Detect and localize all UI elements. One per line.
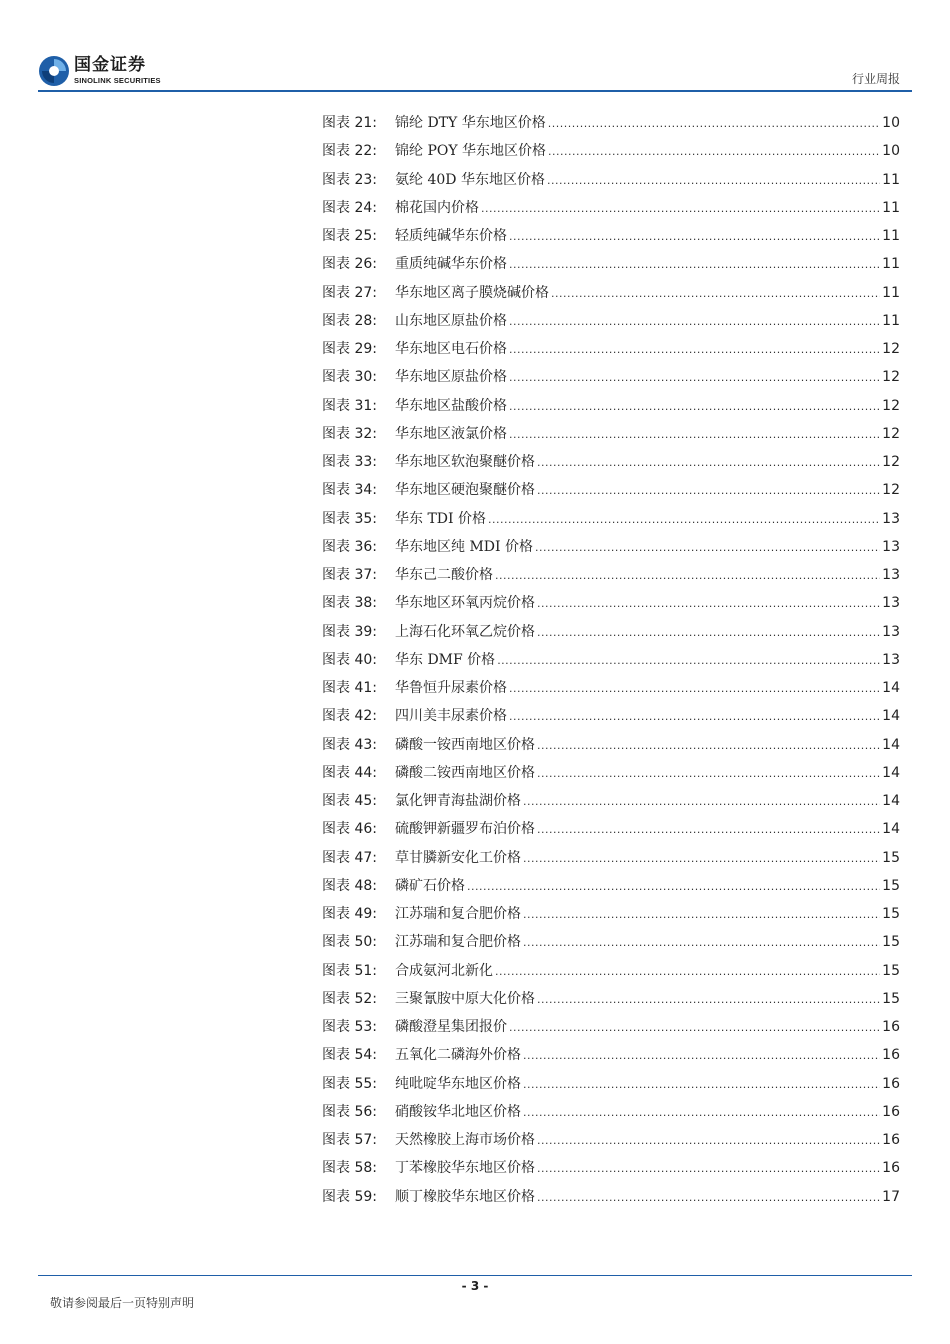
- toc-figure-title: 磷酸一铵西南地区价格: [395, 736, 535, 753]
- toc-figure-label: 图表 52:: [322, 990, 377, 1007]
- toc-figure-title: 合成氨河北新化: [395, 962, 493, 979]
- toc-figure-label: 图表 34:: [322, 482, 377, 499]
- logo-chinese-name: 国金证券: [74, 55, 146, 76]
- toc-dot-leader: [537, 484, 880, 497]
- toc-page-number: 12: [882, 454, 900, 470]
- toc-dot-leader: [537, 1162, 880, 1175]
- toc-figure-label: 图表 26:: [322, 256, 377, 273]
- toc-figure-title: 重质纯碱华东价格: [395, 256, 507, 273]
- toc-figure-title: 纯吡啶华东地区价格: [395, 1075, 521, 1092]
- toc-dot-leader: [547, 174, 880, 187]
- toc-page-number: 10: [882, 115, 900, 131]
- toc-figure-title: 华东地区电石价格: [395, 341, 507, 357]
- toc-figure-title: 锦纶 POY 华东地区价格: [395, 143, 547, 160]
- toc-entry[interactable]: [322, 395, 900, 423]
- toc-page-number: 13: [882, 510, 900, 527]
- toc-figure-label: 图表 42:: [322, 708, 377, 725]
- toc-entry[interactable]: [322, 1073, 900, 1101]
- toc-page-number: 12: [882, 425, 900, 442]
- toc-entry[interactable]: [322, 282, 900, 310]
- toc-dot-leader: [537, 739, 880, 752]
- toc-dot-leader: [467, 880, 880, 893]
- toc-figure-title: 华东地区纯 MDI 价格: [395, 538, 533, 555]
- toc-page-number: 13: [882, 651, 900, 668]
- toc-figure-title: 华鲁恒升尿素价格: [395, 680, 507, 696]
- toc-dot-leader: [551, 287, 880, 300]
- toc-figure-title: 三聚氰胺中原大化价格: [395, 990, 535, 1007]
- toc-figure-label: 图表 35:: [322, 510, 377, 527]
- company-logo: [38, 54, 161, 88]
- toc-dot-leader: [488, 513, 880, 526]
- toc-figure-label: 图表 41:: [322, 680, 377, 696]
- toc-entry[interactable]: [322, 225, 900, 253]
- toc-figure-title: 华东地区软泡聚醚价格: [395, 454, 535, 470]
- toc-figure-label: 图表 37:: [322, 567, 377, 583]
- toc-page-number: 16: [882, 1047, 900, 1064]
- toc-dot-leader: [509, 1021, 880, 1034]
- toc-dot-leader: [537, 1191, 880, 1204]
- toc-figure-label: 图表 32:: [322, 425, 377, 442]
- toc-figure-label: 图表 40:: [322, 651, 377, 668]
- toc-figure-label: 图表 56:: [322, 1103, 377, 1120]
- toc-page-number: 14: [882, 764, 900, 781]
- toc-dot-leader: [509, 400, 880, 413]
- toc-page-number: 14: [882, 680, 900, 696]
- toc-dot-leader: [537, 1134, 880, 1147]
- disclaimer-note: 敬请参阅最后一页特别声明: [50, 1296, 195, 1310]
- toc-dot-leader: [509, 682, 880, 695]
- toc-figure-label: 图表 59:: [322, 1188, 377, 1205]
- toc-figure-label: 图表 28:: [322, 312, 377, 329]
- toc-figure-title: 氯化钾青海盐湖价格: [395, 793, 521, 809]
- toc-figure-title: 江苏瑞和复合肥价格: [395, 906, 521, 922]
- toc-figure-title: 华东地区环氧丙烷价格: [395, 595, 535, 612]
- toc-figure-title: 四川美丰尿素价格: [395, 708, 507, 725]
- toc-figure-label: 图表 45:: [322, 793, 377, 809]
- toc-dot-leader: [509, 428, 880, 441]
- toc-page-number: 15: [882, 962, 900, 979]
- toc-figure-label: 图表 27:: [322, 284, 377, 301]
- toc-dot-leader: [537, 626, 880, 639]
- toc-entry[interactable]: [322, 140, 900, 168]
- toc-entry[interactable]: [322, 451, 900, 479]
- toc-figure-label: 图表 23:: [322, 171, 377, 188]
- toc-dot-leader: [523, 795, 880, 808]
- toc-page-number: 11: [882, 256, 900, 273]
- toc-figure-title: 氨纶 40D 华东地区价格: [395, 171, 545, 188]
- toc-dot-leader: [535, 541, 880, 554]
- toc-figure-title: 华东己二酸价格: [395, 567, 493, 583]
- toc-figure-label: 图表 36:: [322, 538, 377, 555]
- toc-entry[interactable]: [322, 931, 900, 959]
- toc-figure-title: 棉花国内价格: [395, 199, 479, 216]
- toc-figure-label: 图表 43:: [322, 736, 377, 753]
- toc-entry[interactable]: [322, 564, 900, 592]
- toc-figure-label: 图表 24:: [322, 199, 377, 216]
- toc-page-number: 11: [882, 284, 900, 301]
- toc-page-number: 16: [882, 1103, 900, 1120]
- toc-dot-leader: [537, 597, 880, 610]
- toc-entry[interactable]: [322, 536, 900, 564]
- toc-dot-leader: [509, 343, 880, 356]
- toc-page-number: 16: [882, 1075, 900, 1092]
- sinolink-logo-icon: [38, 55, 70, 87]
- toc-page-number: 14: [882, 708, 900, 725]
- toc-figure-label: 图表 46:: [322, 821, 377, 838]
- toc-figure-title: 华东 DMF 价格: [395, 651, 496, 668]
- toc-figure-title: 轻质纯碱华东价格: [395, 228, 507, 244]
- toc-figure-label: 图表 50:: [322, 934, 377, 951]
- toc-figure-title: 磷矿石价格: [395, 877, 465, 894]
- toc-page-number: 17: [882, 1188, 900, 1205]
- toc-page-number: 11: [882, 228, 900, 244]
- toc-entry[interactable]: [322, 677, 900, 705]
- toc-page-number: 15: [882, 934, 900, 951]
- toc-page-number: 14: [882, 793, 900, 809]
- toc-figure-title: 华东地区原盐价格: [395, 369, 507, 386]
- toc-figure-label: 图表 30:: [322, 369, 377, 386]
- toc-entry[interactable]: [322, 1044, 900, 1072]
- toc-figure-label: 图表 55:: [322, 1075, 377, 1092]
- toc-dot-leader: [509, 315, 880, 328]
- toc-page-number: 15: [882, 877, 900, 894]
- document-type: 行业周报: [851, 72, 900, 86]
- toc-figure-title: 草甘膦新安化工价格: [395, 849, 521, 866]
- toc-page-number: 11: [882, 171, 900, 188]
- toc-figure-title: 华东地区液氯价格: [395, 425, 507, 442]
- toc-dot-leader: [537, 993, 880, 1006]
- toc-dot-leader: [509, 230, 880, 243]
- toc-figure-label: 图表 57:: [322, 1132, 377, 1148]
- toc-page-number: 14: [882, 736, 900, 753]
- toc-entry[interactable]: [322, 960, 900, 988]
- toc-dot-leader: [523, 908, 880, 921]
- toc-page-number: 12: [882, 341, 900, 357]
- toc-figure-label: 图表 31:: [322, 397, 377, 414]
- toc-figure-title: 五氧化二磷海外价格: [395, 1047, 521, 1064]
- toc-entry[interactable]: [322, 1186, 900, 1214]
- toc-dot-leader: [481, 202, 880, 215]
- toc-entry[interactable]: [322, 621, 900, 649]
- toc-page-number: 12: [882, 369, 900, 386]
- toc-figure-label: 图表 49:: [322, 906, 377, 922]
- toc-dot-leader: [509, 371, 880, 384]
- toc-entry[interactable]: [322, 112, 900, 140]
- toc-entry[interactable]: [322, 423, 900, 451]
- toc-figure-label: 图表 53:: [322, 1019, 377, 1035]
- toc-dot-leader: [509, 258, 880, 271]
- toc-page-number: 14: [882, 821, 900, 838]
- toc-dot-leader: [523, 936, 880, 949]
- header-divider: [38, 90, 912, 92]
- figure-index-list: [322, 112, 900, 1214]
- toc-figure-title: 磷酸二铵西南地区价格: [395, 764, 535, 781]
- logo-english-name: SINOLINK SECURITIES: [74, 76, 161, 86]
- toc-figure-label: 图表 54:: [322, 1047, 377, 1064]
- toc-figure-label: 图表 33:: [322, 454, 377, 470]
- toc-dot-leader: [523, 1106, 880, 1119]
- toc-entry[interactable]: [322, 649, 900, 677]
- toc-figure-title: 顺丁橡胶华东地区价格: [395, 1188, 535, 1205]
- toc-figure-label: 图表 29:: [322, 341, 377, 357]
- toc-figure-label: 图表 44:: [322, 764, 377, 781]
- toc-entry[interactable]: [322, 1129, 900, 1157]
- toc-entry[interactable]: [322, 479, 900, 507]
- toc-dot-leader: [548, 145, 880, 158]
- toc-entry[interactable]: [322, 592, 900, 620]
- toc-figure-label: 图表 51:: [322, 962, 377, 979]
- toc-page-number: 15: [882, 906, 900, 922]
- toc-figure-title: 华东 TDI 价格: [395, 510, 486, 527]
- toc-page-number: 12: [882, 482, 900, 499]
- toc-page-number: 15: [882, 990, 900, 1007]
- toc-entry[interactable]: [322, 338, 900, 366]
- toc-entry[interactable]: [322, 197, 900, 225]
- toc-figure-title: 江苏瑞和复合肥价格: [395, 934, 521, 951]
- toc-entry[interactable]: [322, 875, 900, 903]
- toc-dot-leader: [497, 654, 880, 667]
- toc-entry[interactable]: [322, 818, 900, 846]
- toc-dot-leader: [548, 117, 880, 130]
- toc-entry[interactable]: [322, 903, 900, 931]
- toc-entry[interactable]: [322, 790, 900, 818]
- toc-entry[interactable]: [322, 253, 900, 281]
- toc-figure-title: 华东地区离子膜烧碱价格: [395, 284, 549, 301]
- page-number: - 3 -: [461, 1279, 489, 1293]
- toc-entry[interactable]: [322, 1101, 900, 1129]
- toc-entry[interactable]: [322, 1157, 900, 1185]
- toc-figure-title: 丁苯橡胶华东地区价格: [395, 1160, 535, 1177]
- toc-dot-leader: [537, 456, 880, 469]
- toc-figure-title: 磷酸澄星集团报价: [395, 1019, 507, 1035]
- toc-page-number: 15: [882, 849, 900, 866]
- toc-figure-title: 硝酸铵华北地区价格: [395, 1103, 521, 1120]
- toc-figure-title: 硫酸钾新疆罗布泊价格: [395, 821, 535, 838]
- toc-dot-leader: [537, 823, 880, 836]
- page-header: [38, 52, 912, 92]
- toc-entry[interactable]: [322, 734, 900, 762]
- toc-entry[interactable]: [322, 1016, 900, 1044]
- footer-divider: [38, 1275, 912, 1276]
- toc-figure-label: 图表 38:: [322, 595, 377, 612]
- toc-dot-leader: [495, 569, 880, 582]
- toc-dot-leader: [537, 767, 880, 780]
- toc-figure-label: 图表 47:: [322, 849, 377, 866]
- toc-page-number: 16: [882, 1019, 900, 1035]
- toc-figure-label: 图表 25:: [322, 228, 377, 244]
- toc-page-number: 16: [882, 1132, 900, 1148]
- toc-page-number: 13: [882, 567, 900, 583]
- toc-entry[interactable]: [322, 310, 900, 338]
- toc-figure-label: 图表 21:: [322, 115, 377, 131]
- toc-figure-label: 图表 39:: [322, 623, 377, 640]
- toc-page-number: 13: [882, 595, 900, 612]
- toc-figure-title: 上海石化环氧乙烷价格: [395, 623, 535, 640]
- toc-dot-leader: [523, 852, 880, 865]
- toc-figure-label: 图表 48:: [322, 877, 377, 894]
- toc-dot-leader: [523, 1049, 880, 1062]
- toc-page-number: 11: [882, 199, 900, 216]
- toc-page-number: 10: [882, 143, 900, 160]
- toc-page-number: 13: [882, 538, 900, 555]
- toc-entry[interactable]: [322, 508, 900, 536]
- toc-dot-leader: [523, 1078, 880, 1091]
- toc-figure-label: 图表 58:: [322, 1160, 377, 1177]
- toc-entry[interactable]: [322, 705, 900, 733]
- toc-entry[interactable]: [322, 366, 900, 394]
- toc-entry[interactable]: [322, 847, 900, 875]
- toc-entry[interactable]: [322, 988, 900, 1016]
- toc-figure-title: 锦纶 DTY 华东地区价格: [395, 115, 546, 131]
- toc-dot-leader: [495, 965, 880, 978]
- toc-page-number: 13: [882, 623, 900, 640]
- toc-figure-title: 山东地区原盐价格: [395, 312, 507, 329]
- toc-figure-title: 华东地区盐酸价格: [395, 397, 507, 414]
- toc-page-number: 16: [882, 1160, 900, 1177]
- toc-dot-leader: [509, 710, 880, 723]
- toc-page-number: 11: [882, 312, 900, 329]
- toc-figure-label: 图表 22:: [322, 143, 377, 160]
- toc-page-number: 12: [882, 397, 900, 414]
- toc-entry[interactable]: [322, 169, 900, 197]
- toc-entry[interactable]: [322, 762, 900, 790]
- toc-figure-title: 华东地区硬泡聚醚价格: [395, 482, 535, 499]
- toc-figure-title: 天然橡胶上海市场价格: [395, 1132, 535, 1148]
